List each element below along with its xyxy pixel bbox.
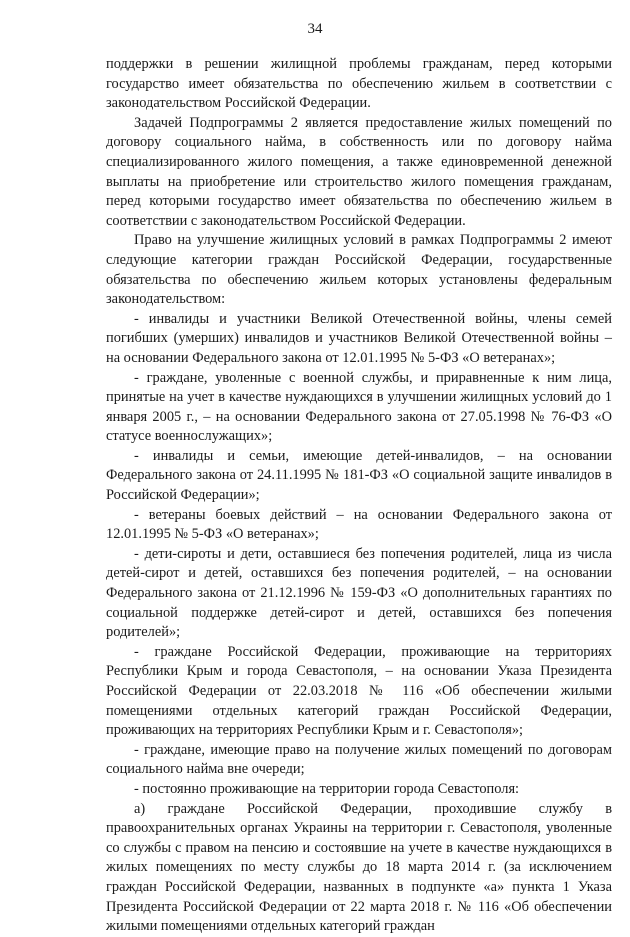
- paragraph-eligibility-intro: Право на улучшение жилищных условий в рамках Подпрограммы 2 имеют следующие категории граждан Российской Федерации, государственные обязательства по обеспечению жильем которых установлены федеральным законодательством:: [106, 232, 612, 308]
- list-item-military-discharged: - граждане, уволенные с военной службы, и приравненные к ним лица, принятые на учет в качестве нуждающихся в улучшении жилищных условий до 1 января 2005 г., – на основании Федерального закона от 27.05.1998 № 76-ФЗ «О статусе военнослужащих»;: [106, 369, 612, 445]
- list-item-war-veterans: - инвалиды и участники Великой Отечественной войны, члены семей погибших (умерших) инвалидов и участников Великой Отечественной войны – на основании Федерального закона от 12.01.1995 № 5-ФЗ «О ветеранах»;: [106, 310, 612, 366]
- paragraph-continuation: поддержки в решении жилищной проблемы гражданам, перед которыми государство имеет обязательства по обеспечению жильем в соответствии с законодательством Российской Федерации.: [106, 56, 612, 112]
- list-item-disabled: - инвалиды и семьи, имеющие детей-инвалидов, – на основании Федерального закона от 24.11.1995 № 181-ФЗ «О социальной защите инвалидов в Российской Федерации»;: [106, 447, 612, 504]
- page-number: 34: [307, 21, 323, 37]
- document-body: [106, 55, 612, 937]
- list-item-priority-housing: - граждане, имеющие право на получение жилых помещений по договорам социального найма вне очереди;: [106, 741, 612, 778]
- list-item-orphans: - дети-сироты и дети, оставшиеся без попечения родителей, лица из числа детей-сирот и детей, оставшихся без попечения родителей, – на основании Федерального закона от 21.12.1996 № 159-ФЗ «О дополнительных гарантиях по социальной поддержке детей-сирот и детей, оставшихся без попечения родителей»;: [106, 545, 612, 641]
- list-item-sevastopol-residents: - постоянно проживающие на территории города Севастополя:: [134, 780, 520, 797]
- list-item-crimea-sevastopol: - граждане Российской Федерации, проживающие на территориях Республики Крым и города Севастополя, – на основании Указа Президента Российской Федерации от 22.03.2018 № 116 «Об обеспечении жилыми помещениями отдельных категорий граждан Российской Федерации, проживающих на территориях Республики Крым и г. Севастополя»;: [106, 643, 612, 739]
- paragraph-subprogram-task: Задачей Подпрограммы 2 является предоставление жилых помещений по договору социального найма, в собственность или по договору найма специализированного жилого помещения, а также единовременной денежной выплаты на приобретение или строительство жилого помещения гражданам, перед которыми государство имеет обязательства по обеспечению жильем в соответствии с законодательством Российской Федерации.: [106, 114, 612, 229]
- list-item-combat-veterans: - ветераны боевых действий – на основании Федерального закона от 12.01.1995 № 5-ФЗ «О ветеранах»;: [106, 506, 612, 543]
- subitem-a-law-enforcement: а) граждане Российской Федерации, проходившие службу в правоохранительных органах Украины на территории г. Севастополя, уволенные со службы с правом на пенсию и состоявшие на учете в качестве нуждающихся в жилых помещениях по месту службы до 18 марта 2014 г. (за исключением граждан Российской Федерации, названных в подпункте «а» пункта 1 Указа Президента Российской Федерации от 22 марта 2018 г. № 116 «Об обеспечении жилыми помещениями отдельных категорий граждан: [106, 800, 612, 935]
